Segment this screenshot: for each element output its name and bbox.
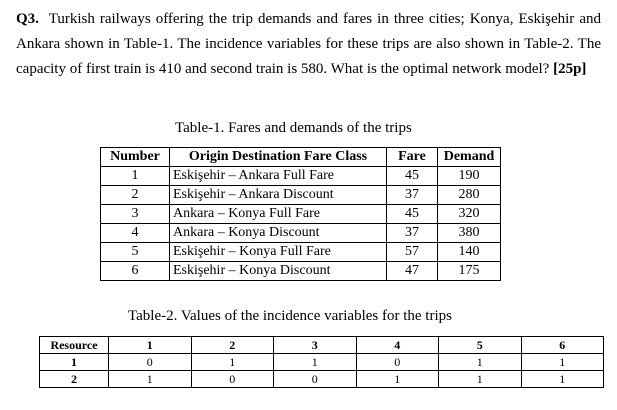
table2-cell: 0 [109,354,192,371]
table2-cell: 1 [356,371,439,388]
table2-cell: 1 [521,354,604,371]
table-row [101,186,501,205]
table-row [40,354,604,371]
table1-cell: 380 [438,224,501,243]
table1-cell: Eskişehir – Konya Discount [170,262,387,281]
table1-cell: 5 [101,243,170,262]
table1-header-od: Origin Destination Fare Class [170,148,387,167]
table1-cell: 320 [438,205,501,224]
question-points: [25p] [553,61,587,77]
table1-cell: Ankara – Konya Full Fare [170,205,387,224]
table-row [101,243,501,262]
table1-cell: 37 [387,224,438,243]
question-number: Q3. [16,11,39,27]
table1-header-demand: Demand [438,148,501,167]
table2-cell: 0 [356,354,439,371]
table2-header-row [40,337,604,354]
table2-row-label: 2 [40,371,109,388]
table1-cell: 175 [438,262,501,281]
table1-cell: Eskişehir – Ankara Discount [170,186,387,205]
table-row [101,205,501,224]
table1-cell: Eskişehir – Ankara Full Fare [170,167,387,186]
fares-demands-table [100,147,501,281]
table1-cell: 47 [387,262,438,281]
table2-caption: Table-2. Values of the incidence variables for the trips [128,308,452,324]
table1-cell: 1 [101,167,170,186]
incidence-table [39,336,604,388]
table2-cell: 1 [274,354,357,371]
table1-cell: 3 [101,205,170,224]
table2-header-col: 4 [356,337,439,354]
table2-header-col: 3 [274,337,357,354]
table-row [101,224,501,243]
table-row [101,262,501,281]
table1-cell: 4 [101,224,170,243]
table1-cell: 45 [387,167,438,186]
table1-cell: 2 [101,186,170,205]
table1-cell: Ankara – Konya Discount [170,224,387,243]
table2-header-col: 2 [191,337,274,354]
question-paragraph [16,7,601,82]
question-text: Turkish railways offering the trip demands and fares in three cities; Konya, Eskişehir and Ankara shown in Table-1. The incidence variables for these trips are also shown in Table-2. The capacity of first train is 410 and second train is 580. What is the optimal network model? [16,11,601,77]
table-row [101,167,501,186]
table1-cell: 190 [438,167,501,186]
table2-cell: 1 [439,354,522,371]
table2-row-label: 1 [40,354,109,371]
table1-cell: 37 [387,186,438,205]
table2-cell: 1 [109,371,192,388]
table1-cell: 6 [101,262,170,281]
table1-cell: 140 [438,243,501,262]
table1-cell: 280 [438,186,501,205]
table2-header-resource: Resource [40,337,109,354]
table2-cell: 1 [191,354,274,371]
table1-header-number: Number [101,148,170,167]
table-row [40,371,604,388]
table2-header-col: 1 [109,337,192,354]
table2-cell: 1 [439,371,522,388]
table1-caption: Table-1. Fares and demands of the trips [175,120,412,136]
table2-header-col: 5 [439,337,522,354]
table1-cell: 45 [387,205,438,224]
table1-cell: 57 [387,243,438,262]
table2-cell: 0 [191,371,274,388]
table1-header-fare: Fare [387,148,438,167]
table1-cell: Eskişehir – Konya Full Fare [170,243,387,262]
table2-header-col: 6 [521,337,604,354]
table1-header-row [101,148,501,167]
table2-cell: 0 [274,371,357,388]
table2-cell: 1 [521,371,604,388]
